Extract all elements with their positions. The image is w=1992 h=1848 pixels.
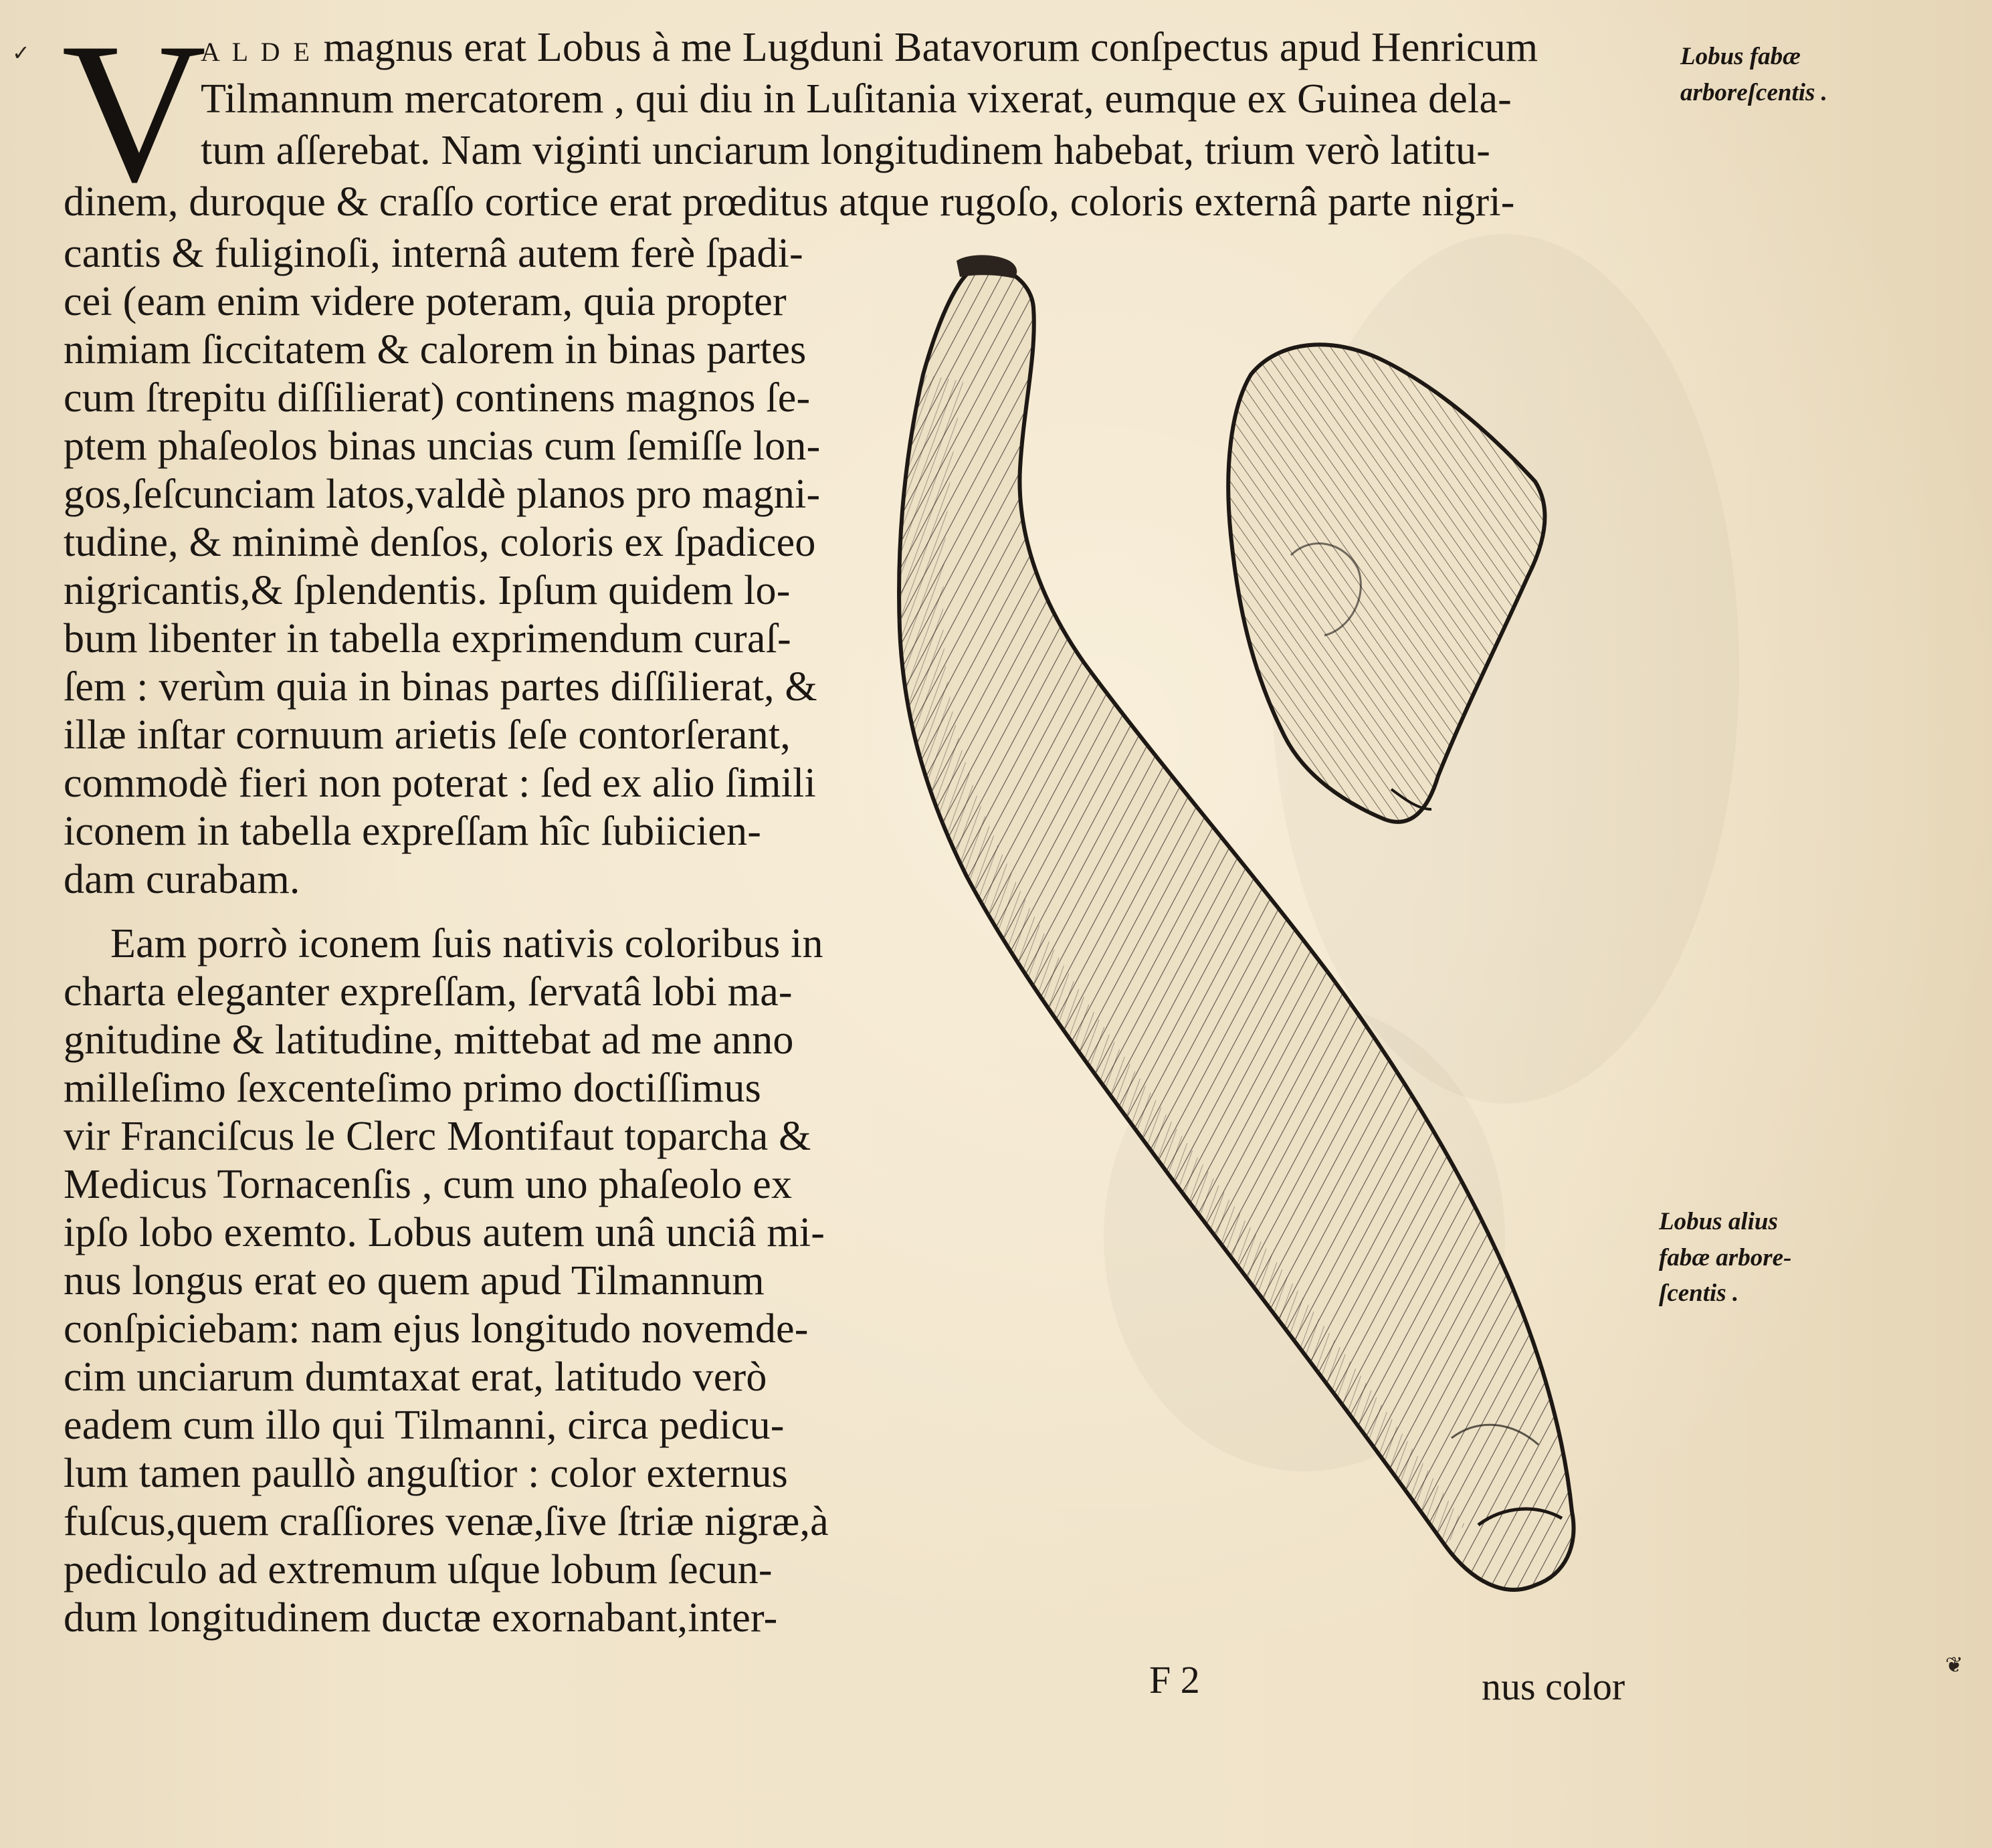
text-line: pediculo ad extremum uſque lobum ſecun- (64, 1547, 773, 1593)
text-line: vir Franciſcus le Clerc Montifaut toparcha & (64, 1114, 811, 1159)
text-line: eadem cum illo qui Tilmanni, circa pedicu- (64, 1403, 785, 1448)
text-line: Eam porrò iconem ſuis nativis coloribus in (110, 921, 823, 966)
marginal-note-line: arboreſcentis . (1680, 78, 1827, 106)
marginal-note-lower (1659, 1204, 1791, 1312)
marginal-note-line: ſcentis . (1659, 1279, 1739, 1308)
marginal-note-line: Lobus fabæ (1680, 43, 1801, 70)
drop-cap-initial: V (62, 1, 207, 223)
text-line: conſpiciebam: nam ejus longitudo novemde- (64, 1306, 809, 1352)
text-line: ſem : verùm quia in binas partes diſſilierat, & (64, 664, 817, 710)
text-line: nimiam ſiccitatem & calorem in binas partes (64, 327, 807, 373)
small-caps-opening: A L D E (201, 37, 313, 67)
text-line: bum libenter in tabella exprimendum curaſ- (64, 616, 791, 661)
marginal-note-line: Lobus alius (1659, 1208, 1778, 1235)
text-line: cei (eam enim videre poteram, quia propter (64, 279, 787, 324)
text-line: milleſimo ſexcenteſimo primo doctiſſimus (64, 1065, 761, 1111)
text-line: iconem in tabella expreſſam hîc ſubiicien- (64, 809, 762, 854)
catchword: nus color (1482, 1665, 1625, 1708)
text-line: lum tamen paullò anguſtior : color externus (64, 1451, 789, 1496)
text-line: Medicus Tornacenſis , cum uno phaſeolo ex (64, 1162, 793, 1207)
ink-speck: ✓ (12, 41, 30, 65)
text-line: charta eleganter expreſſam, ſervatâ lobi ma- (64, 969, 793, 1015)
text-line: cum ſtrepitu diſſilierat) continens magnos ſe- (64, 375, 811, 421)
text-line: dum longitudinem ductæ exornabant,inter- (64, 1595, 778, 1641)
text-line: cim unciarum dumtaxat erat, latitudo verò (64, 1354, 767, 1400)
signature-mark: F 2 (1149, 1658, 1200, 1702)
marginal-note-line: fabæ arbore- (1659, 1243, 1792, 1271)
text-line: cantis & fuliginoſi, internâ autem ferè ſpadi- (64, 231, 803, 276)
woodcut-illustration (876, 254, 1639, 1632)
text-line: gos,ſeſcunciam latos,valdè planos pro magni- (64, 472, 821, 517)
text-line: dinem, duroque & craſſo cortice erat prœditus atque rugoſo, coloris externâ parte nigri- (64, 179, 1515, 225)
text-line: dam curabam. (64, 857, 300, 902)
text-line: illæ inſtar cornuum arietis ſeſe contorſerant, (64, 712, 791, 758)
text-line: commodè fieri non poterat : ſed ex alio ſimili (64, 760, 816, 806)
text-line (201, 27, 1538, 68)
text-line: ipſo lobo exemto. Lobus autem unâ unciâ mi- (64, 1210, 825, 1255)
text-line: fuſcus,quem craſſiores venæ,ſive ſtriæ nigræ,à (64, 1499, 829, 1544)
text-line: gnitudine & latitudine, mittebat ad me anno (64, 1017, 794, 1063)
ink-speck: ❦ (1945, 1653, 1963, 1677)
text-line: nus longus erat eo quem apud Tilmannum (64, 1258, 765, 1304)
text-line: tudine, & minimè denſos, coloris ex ſpadiceo (64, 520, 816, 565)
text-line: Tilmannum mercatorem , qui diu in Luſitania vixerat, eumque ex Guinea dela- (201, 76, 1512, 122)
opening-line-text: magnus erat Lobus à me Lugduni Batavorum conſpectus apud Henricum (323, 25, 1538, 70)
text-line: ptem phaſeolos binas uncias cum ſemiſſe lon- (64, 423, 821, 469)
text-line: tum aſſerebat. Nam viginti unciarum longitudinem habebat, trium verò latitu- (201, 128, 1491, 173)
bean-seed-drawing (1228, 344, 1545, 822)
text-line: nigricantis,& ſplendentis. Ipſum quidem lo- (64, 568, 791, 613)
marginal-note-top (1680, 39, 1827, 110)
